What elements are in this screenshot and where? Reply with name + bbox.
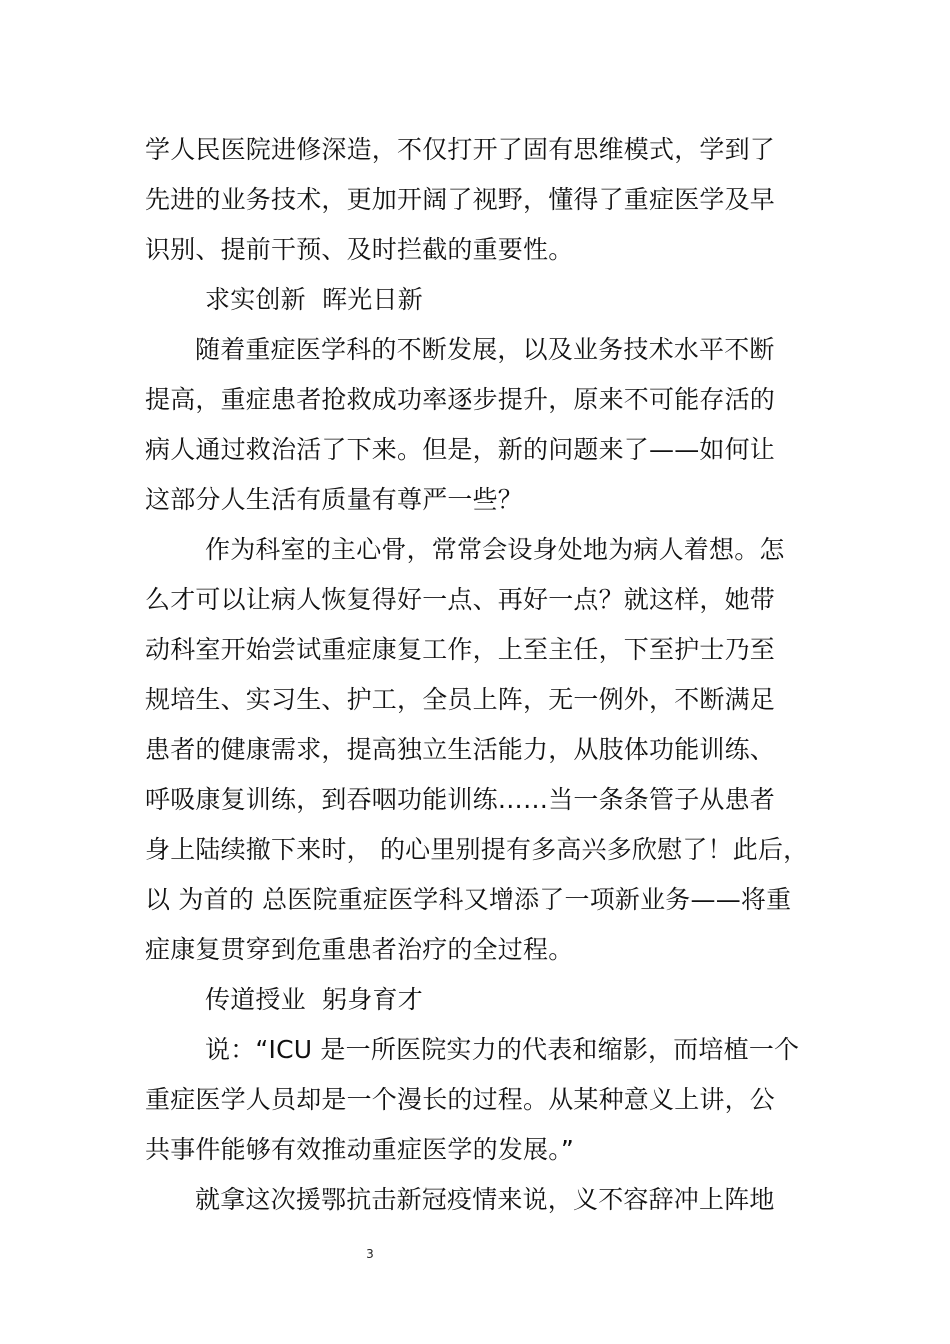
text-line: 提高，重症患者抢救成功率逐步提升，原来不可能存活的: [145, 385, 776, 414]
section-heading: 传道授业 躬身育才: [205, 985, 423, 1014]
text-line: 身上陆续撤下来时， 的心里别提有多高兴多欣慰了！此后，: [145, 835, 809, 864]
text-line: 这部分人生活有质量有尊严一些？: [145, 485, 524, 514]
text-line: 随着重症医学科的不断发展，以及业务技术水平不断: [195, 335, 775, 364]
text-line: 呼吸康复训练，到吞咽功能训练……当一条条管子从患者: [145, 785, 776, 814]
text-line: 就拿这次援鄂抗击新冠疫情来说，义不容辞冲上阵地: [195, 1185, 775, 1214]
text-line: 共事件能够有效推动重症医学的发展。”: [145, 1135, 575, 1164]
text-line: 识别、提前干预、及时拦截的重要性。: [145, 235, 574, 264]
text-line: 么才可以让病人恢复得好一点、再好一点？就这样，她带: [145, 585, 776, 614]
text-line: 学人民医院进修深造，不仅打开了固有思维模式，学到了: [145, 135, 776, 164]
text-line: 动科室开始尝试重症康复工作，上至主任，下至护士乃至: [145, 635, 776, 664]
text-line: 规培生、实习生、护工，全员上阵，无一例外，不断满足: [145, 685, 776, 714]
text-line: 先进的业务技术，更加开阔了视野，懂得了重症医学及早: [145, 185, 776, 214]
text-line: 患者的健康需求，提高独立生活能力，从肢体功能训练、: [145, 735, 776, 764]
text-line: 以 为首的 总医院重症医学科又增添了一项新业务——将重: [145, 885, 792, 914]
text-line: 重症医学人员却是一个漫长的过程。从某种意义上讲，公: [145, 1085, 776, 1114]
section-heading: 求实创新 晖光日新: [205, 285, 423, 314]
text-line: 说：“ICU 是一所医院实力的代表和缩影，而培植一个: [205, 1035, 800, 1064]
text-line: 症康复贯穿到危重患者治疗的全过程。: [145, 935, 574, 964]
page-number: 3: [366, 1247, 374, 1261]
text-line: 病人通过救治活了下来。但是，新的问题来了——如何让: [145, 435, 776, 464]
text-line: 作为科室的主心骨，常常会设身处地为病人着想。怎: [205, 535, 785, 564]
